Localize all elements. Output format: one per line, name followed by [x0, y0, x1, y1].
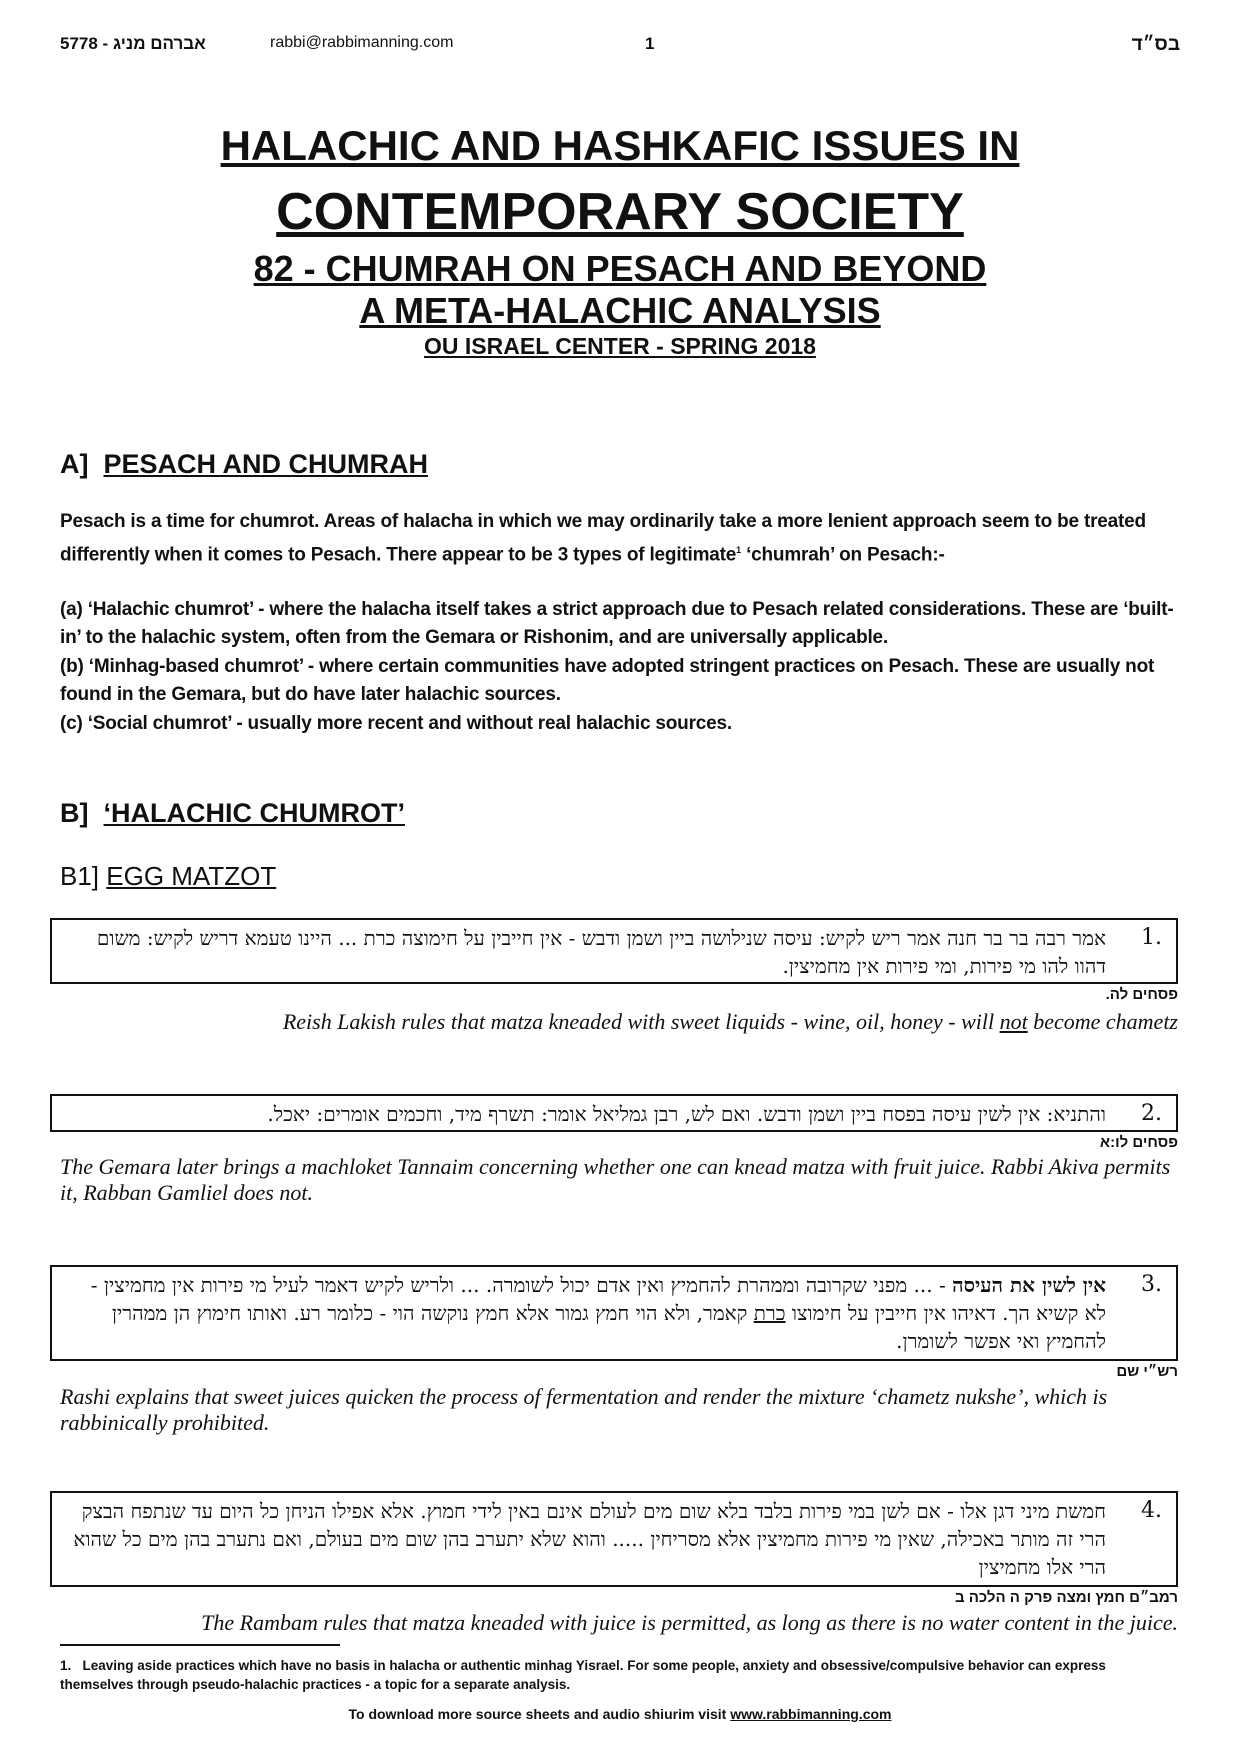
source-hebrew-text: אין לשין את העיסה - ... מפני שקרובה וממהרת להחמיץ ואין אדם יכול לשומרה. ... ולריש לקיש דאמר לעיל מי פירות אין מחמיצין - לא קשיא הך. דאיהו אין חייבין על חימוצו כרת קאמר, ולא הוי חמץ גמור אלא חמץ נוקשה הוי - כלומר רע. ואותו חימוץ הן ממהרין להחמיץ ואי אפשר לשומרן. — [90, 1273, 1106, 1353]
header-email[interactable]: rabbi@rabbimanning.com — [270, 34, 454, 51]
footer-link[interactable]: www.rabbimanning.com — [730, 1706, 892, 1722]
source-hebrew-text: אמר רבה בר בר חנה אמר ריש לקיש: עיסה שנילושה ביין ושמן ודבש - אין חייבין על חימוצה כרת ... היינו טעמא דריש לקיש: משום דהוו להו מי פירות, ומי פירות אין מחמיצין. — [96, 926, 1106, 978]
source-number: 1. — [1141, 925, 1162, 950]
source-hebrew-text: חמשת מיני דגן אלו - אם לשן במי פירות בלבד בלא שום מים לעולם אינם באין לידי חמוץ. אלא אפילו הניחן כל היום עד שנתפח הבצק הרי זה מותר באכילה, שאין מי פירות מחמיצין אלא מסריחין ..... והוא שלא יתערב בהן שום מים בעולם, ואם נתערב בהן מים כל שהוא הרי אלו מחמיצין — [73, 1499, 1106, 1579]
section-a-title: PESACH AND CHUMRAH — [103, 449, 429, 479]
section-a-heading — [60, 449, 428, 480]
chumrah-type-b: (b) ‘Minhag-based chumrot’ - where certain communities have adopted stringent practices on Pesach. These are usually not found in the Gemara, but do have later halachic sources. — [60, 656, 1155, 705]
chumrah-type-a: (a) ‘Halachic chumrot’ - where the halacha itself takes a strict approach due to Pesach related considerations. These are ‘built-in’ to the halachic system, often from the Gemara or Rishonim, and are universally applicable. — [60, 599, 1174, 648]
source-explanation-1: Reish Lakish rules that matza kneaded with sweet liquids - wine, oil, honey - will not become chametz — [282, 1009, 1178, 1034]
source-box-4 — [50, 1491, 1178, 1587]
section-b-title: ‘HALACHIC CHUMROT’ — [103, 798, 405, 828]
source-box-3 — [50, 1265, 1178, 1361]
page-number: 1 — [645, 34, 655, 53]
footnote-divider — [60, 1644, 340, 1646]
subsection-b1-heading: B1] EGG MATZOT — [60, 861, 277, 891]
source-citation-1: פסחים לה. — [1105, 986, 1178, 1003]
source-number: 4. — [1141, 1498, 1162, 1523]
source-number: 3. — [1141, 1272, 1162, 1297]
source-explanation-4: The Rambam rules that matza kneaded with juice is permitted, as long as there is no water content in the juice. — [201, 1610, 1178, 1635]
title-line-4: A META-HALACHIC ANALYSIS — [359, 290, 881, 331]
section-a-letter: A] — [60, 449, 89, 479]
header-bsd: בס״ד — [1131, 34, 1180, 55]
title-line-5: OU ISRAEL CENTER - SPRING 2018 — [424, 333, 816, 359]
source-citation-3: רש״י שם — [1116, 1363, 1178, 1380]
section-a-intro: Pesach is a time for chumrot. Areas of halacha in which we may ordinarily take a more lenient approach seem to be treated differently when it comes to Pesach. There appear to be 3 types of legitimate$^1$ ‘chumrah’ on Pesach:- — [60, 511, 1146, 566]
source-number: 2. — [1141, 1101, 1162, 1126]
page-footer: To download more source sheets and audio shiurim visit www.rabbimanning.com — [348, 1706, 892, 1722]
source-box-1 — [50, 918, 1178, 984]
source-citation-4: רמב״ם חמץ ומצה פרק ה הלכה ב — [954, 1589, 1178, 1606]
source-hebrew-text: והתניא: אין לשין עיסה בפסח ביין ושמן ודבש. ואם לש, רבן גמליאל אומר: תשרף מיד, וחכמים אומרים: יאכל. — [267, 1102, 1106, 1126]
source-explanation-3: Rashi explains that sweet juices quicken the process of fermentation and render the mixture ‘chametz nukshe’, which is rabbinically prohibited. — [60, 1384, 1108, 1435]
header-year-author: 5778 - אברהם מניג — [60, 34, 206, 53]
title-line-1: HALACHIC AND HASHKAFIC ISSUES IN — [220, 122, 1020, 169]
footnote-number: 1. — [60, 1658, 72, 1673]
title-line-2: CONTEMPORARY SOCIETY — [276, 183, 964, 241]
section-b-letter: B] — [60, 798, 89, 828]
title-line-3: 82 - CHUMRAH ON PESACH AND BEYOND — [253, 248, 987, 289]
source-box-2 — [50, 1094, 1178, 1132]
footnote-text: Leaving aside practices which have no basis in halacha or authentic minhag Yisrael. For some people, anxiety and obsessive/compulsive behavior can express themselves through pseudo-halachic practices - a topic for a separate analysis. — [60, 1658, 1106, 1692]
section-b-heading — [60, 798, 405, 829]
source-citation-2: פסחים לו:א — [1099, 1134, 1178, 1151]
chumrah-type-c: (c) ‘Social chumrot’ - usually more recent and without real halachic sources. — [60, 713, 732, 734]
subsection-b1-title: EGG MATZOT — [106, 861, 277, 891]
footnote — [60, 1656, 1180, 1694]
footnote-ref[interactable]: 1 — [736, 545, 741, 555]
source-explanation-2: The Gemara later brings a machloket Tannaim concerning whether one can knead matza with fruit juice. Rabbi Akiva permits it, Rabban Gamliel does not. — [60, 1154, 1171, 1205]
